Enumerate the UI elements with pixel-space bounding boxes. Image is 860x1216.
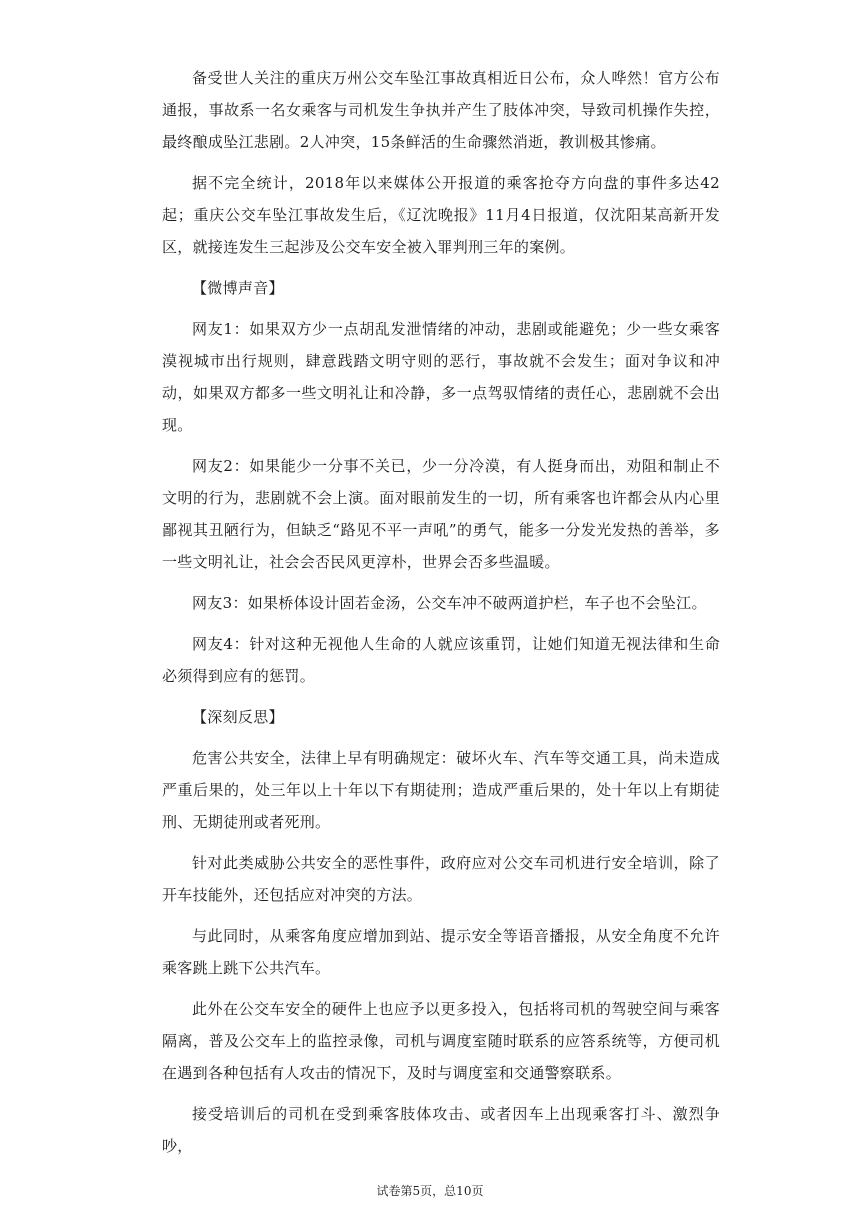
paragraph-netizen-4: 网友4：针对这种无视他人生命的人就应该重罚，让她们知道无视法律和生命必须得到应有的惩罚。 (162, 635, 720, 685)
paragraph-netizen-2: 网友2：如果能少一分事不关已，少一分冷漠，有人挺身而出，劝阻和制止不文明的行为，悲剧就不会上演。面对眼前发生的一切，所有乘客也许都会从内心里鄙视其丑陋行为，但缺乏“路见不平一声吼”的勇气，能多一分发光发热的善举，多一些文明礼让，社会会否民风更淳朴，世界会否多些温暖。 (162, 457, 720, 571)
section-heading-reflection: 【深刻反思】 (192, 708, 284, 726)
paragraph-training: 针对此类威胁公共安全的恶性事件，政府应对公交车司机进行安全培训，除了开车技能外，还包括应对冲突的方法。 (162, 854, 720, 904)
article-body (162, 62, 720, 1162)
paragraph-continued: 接受培训后的司机在受到乘客肢体攻击、或者因车上出现乘客打斗、激烈争吵， (162, 1105, 720, 1155)
page-footer: 试卷第5页，总10页 (376, 1184, 484, 1198)
paragraph-netizen-1: 网友1：如果双方少一点胡乱发泄情绪的冲动，悲剧或能避免；少一些女乘客漠视城市出行规则，肆意践踏文明守则的恶行，事故就不会发生；面对争议和冲动，如果双方都多一些文明礼让和冷静，多一点驾驭情绪的责任心，悲剧就不会出现。 (162, 320, 720, 434)
paragraph-law: 危害公共安全，法律上早有明确规定：破坏火车、汽车等交通工具，尚未造成严重后果的，处三年以上十年以下有期徒刑；造成严重后果的，处十年以上有期徒刑、无期徒刑或者死刑。 (162, 749, 720, 831)
paragraph-hardware: 此外在公交车安全的硬件上也应予以更多投入，包括将司机的驾驶空间与乘客隔离，普及公交车上的监控录像，司机与调度室随时联系的应答系统等，方便司机在遇到各种包括有人攻击的情况下，及时与调度室和交通警察联系。 (162, 1000, 720, 1082)
paragraph-netizen-3: 网友3：如果桥体设计固若金汤，公交车冲不破两道护栏，车子也不会坠江。 (192, 594, 707, 612)
section-heading-weibo: 【微博声音】 (192, 279, 284, 297)
paragraph-intro: 备受世人关注的重庆万州公交车坠江事故真相近日公布，众人哗然！官方公布通报，事故系一名女乘客与司机发生争执并产生了肢体冲突，导致司机操作失控，最终酿成坠江悲剧。2人冲突，15条鲜活的生命骤然消逝，教训极其惨痛。 (162, 69, 720, 151)
paragraph-passenger-safety: 与此同时，从乘客角度应增加到站、提示安全等语音播报，从安全角度不允许乘客跳上跳下公共汽车。 (162, 927, 720, 977)
paragraph-statistics: 据不完全统计，2018年以来媒体公开报道的乘客抢夺方向盘的事件多达42起；重庆公交车坠江事故发生后，《辽沈晚报》11月4日报道，仅沈阳某高新开发区，就接连发生三起涉及公交车安全被入罪判刑三年的案例。 (162, 174, 720, 256)
